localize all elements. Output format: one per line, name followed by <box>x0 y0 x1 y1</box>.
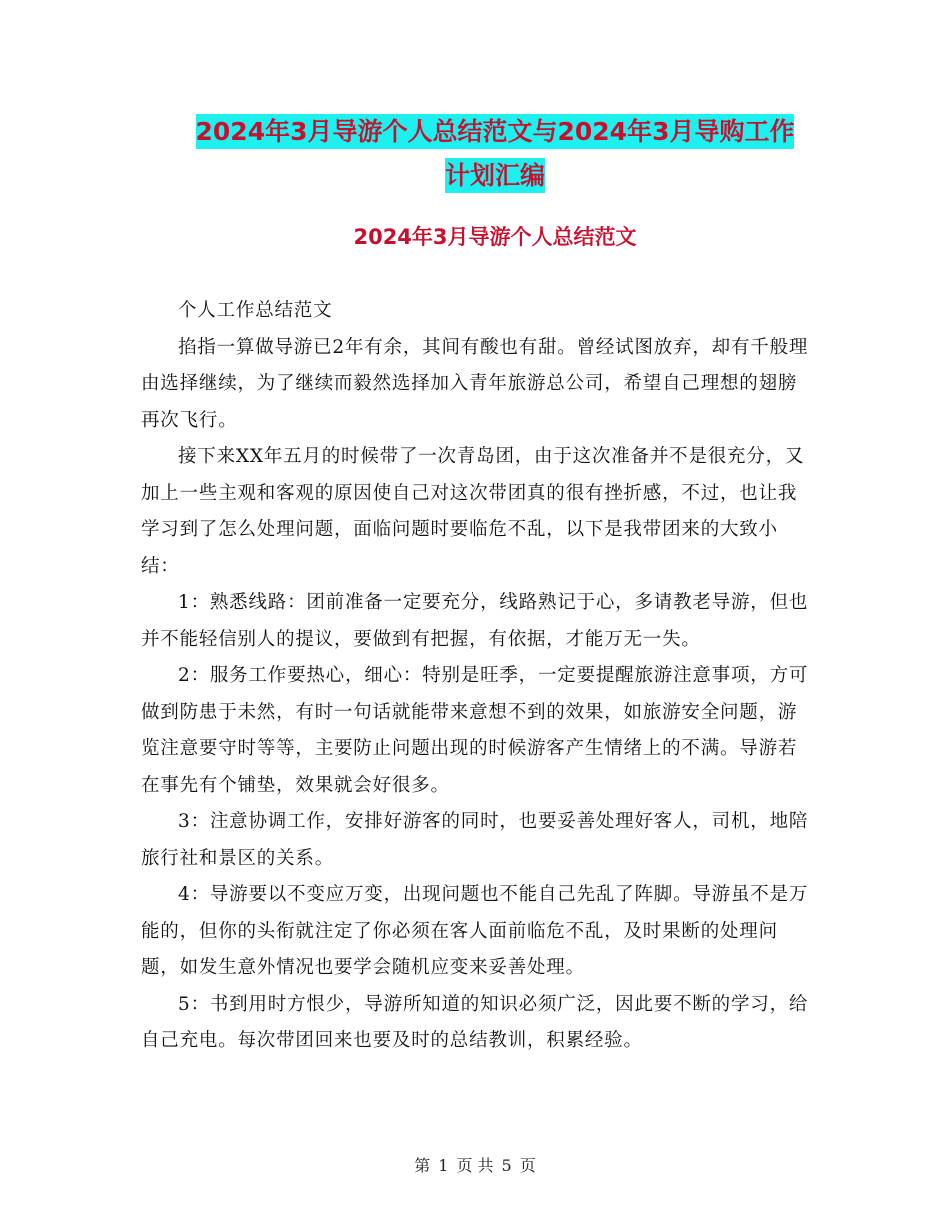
footer-middle: 页 共 <box>456 1156 494 1175</box>
footer-total-pages: 5 <box>501 1156 512 1175</box>
paragraph: 2：服务工作要热心，细心：特别是旺季，一定要提醒旅游注意事项，方可做到防患于未然，有时一句话就能带来意想不到的效果，如旅游安全问题，游览注意要守时等等，主要防止问题出现的时候游客产生情绪上的不满。导游若在事先有个铺垫，效果就会好很多。 <box>141 665 809 796</box>
footer-prefix: 第 <box>414 1156 431 1175</box>
paragraph: 1：熟悉线路：团前准备一定要充分，线路熟记于心，多请教老导游，但也并不能轻信别人的提议，要做到有把握，有依据，才能万无一失。 <box>141 592 809 650</box>
section-title: 2024年3月导游个人总结范文 <box>353 225 637 249</box>
paragraph-heading: 个人工作总结范文 <box>178 300 333 321</box>
document-body <box>141 293 813 1060</box>
footer-page-number: 1 <box>438 1156 449 1175</box>
document-title-line-1: 2024年3月导游个人总结范文与2024年3月导购工作 <box>196 114 795 149</box>
paragraph: 5：书到用时方恨少，导游所知道的知识必须广泛，因此要不断的学习，给自己充电。每次带团回来也要及时的总结教训，积累经验。 <box>141 993 809 1051</box>
document-title <box>140 110 850 198</box>
footer-suffix: 页 <box>519 1156 536 1175</box>
page-footer <box>0 1153 950 1176</box>
paragraph: 接下来XX年五月的时候带了一次青岛团，由于这次准备并不是很充分，又加上一些主观和客观的原因使自己对这次带团真的很有挫折感，不过，也让我学习到了怎么处理问题，面临问题时要临危不乱，以下是我带团来的大致小结： <box>141 446 805 577</box>
document-title-line-2: 计划汇编 <box>445 158 545 193</box>
paragraph: 3：注意协调工作，安排好游客的同时，也要妥善处理好客人，司机，地陪旅行社和景区的关系。 <box>141 811 809 869</box>
paragraph: 4：导游要以不变应万变，出现问题也不能自己先乱了阵脚。导游虽不是万能的，但你的头衔就注定了你必须在客人面前临危不乱，及时果断的处理问题，如发生意外情况也要学会随机应变来妥善处理。 <box>141 884 809 978</box>
paragraph: 掐指一算做导游已2年有余，其间有酸也有甜。曾经试图放弃，却有千般理由选择继续，为了继续而毅然选择加入青年旅游总公司，希望自己理想的翅膀再次飞行。 <box>141 336 809 431</box>
